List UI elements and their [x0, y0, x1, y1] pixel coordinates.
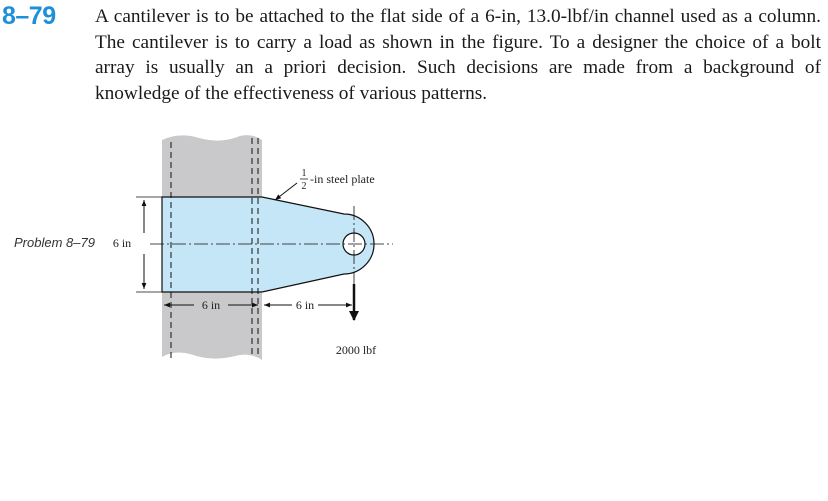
- problem-statement: A cantilever is to be attached to the flat side of a 6-in, 13.0-lbf/in channel used as a column. The cantilever is to carry a load as shown in the figure. To a designer the choice of a bolt array is usually an a priori decision. Such decisions are made from a background of knowledge of the effectiveness of various patterns.: [95, 6, 821, 104]
- plate-label-leader: [275, 183, 297, 200]
- width-dimension-right-label: 6 in: [295, 298, 315, 312]
- plate-label-numerator: 1: [301, 168, 307, 179]
- plate-label-text: -in steel plate: [310, 172, 375, 186]
- problem-number: 8–79: [2, 2, 56, 30]
- width-dimension-left-label: 6 in: [201, 298, 221, 312]
- load-label: 2000 lbf: [335, 343, 377, 357]
- plate-label: [300, 168, 375, 192]
- figure-caption: Problem 8–79: [14, 235, 95, 250]
- height-dimension-label: 6 in: [112, 236, 132, 250]
- plate-label-denominator: 2: [301, 181, 307, 192]
- steel-plate: [162, 197, 374, 292]
- height-dimension: [136, 197, 162, 292]
